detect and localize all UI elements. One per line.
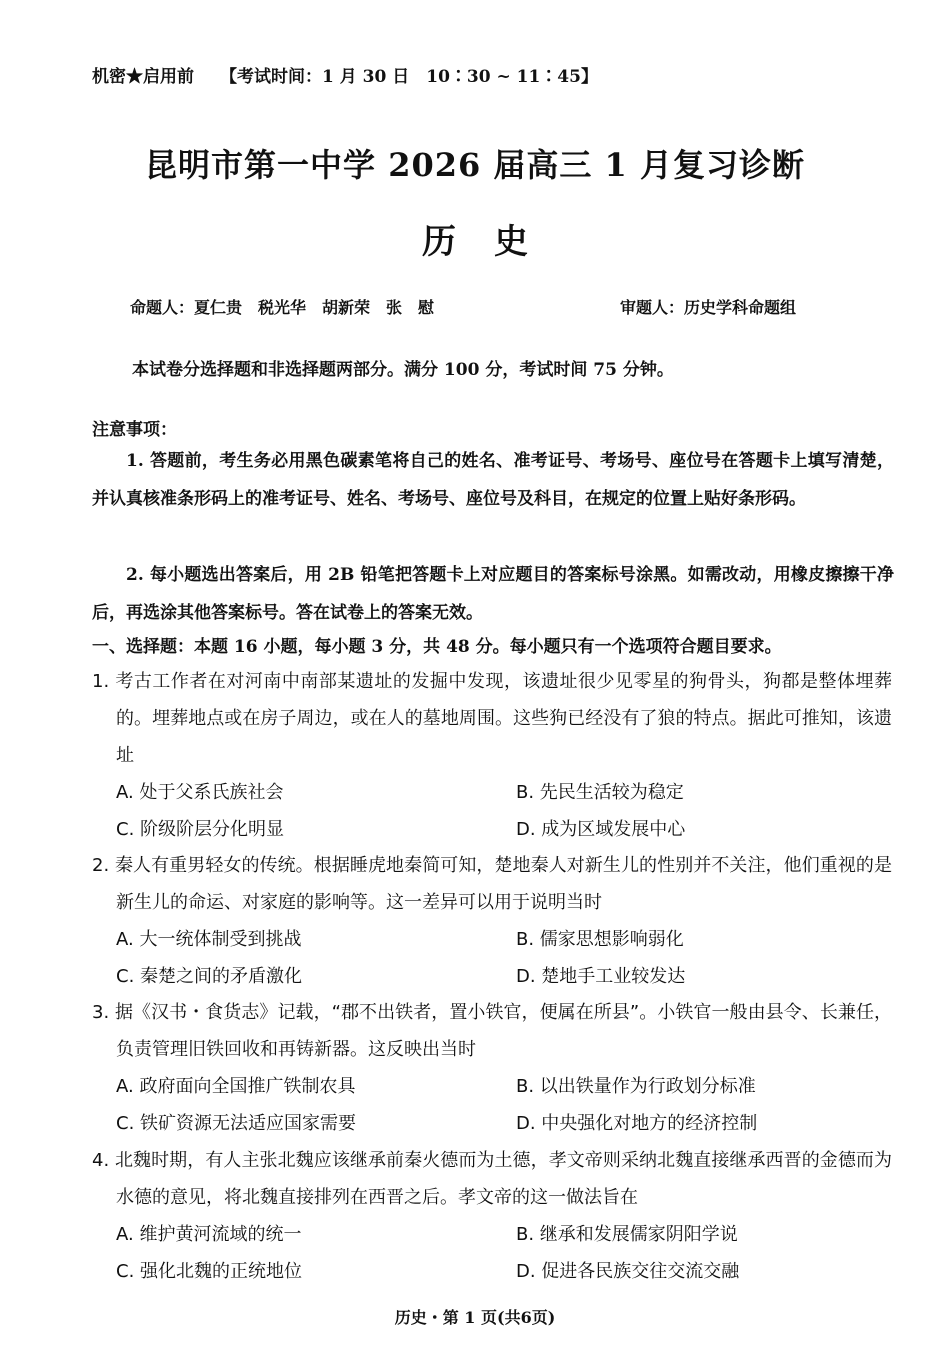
option-a: A. 政府面向全国推广铁制农具 (116, 1076, 356, 1097)
authors-line: 命题人：夏仁贵 税光华 胡新荣 张 慰 (130, 298, 435, 317)
exam-intro: 本试卷分选择题和非选择题两部分。满分 100 分，考试时间 75 分钟。 (132, 360, 674, 380)
question-stem: 1. 考古工作者在对河南中南部某遗址的发掘中发现，该遗址很少见零星的狗骨头，狗都是整体埋葬的。埋葬地点或在房子周边，或在人的墓地周围。这些狗已经没有了狼的特点。据此可推知，该遗址 (92, 671, 892, 766)
exam-title: 昆明市第一中学 2026 届高三 1 月复习诊断 (145, 146, 805, 184)
reviewer-line: 审题人：历史学科命题组 (620, 298, 797, 317)
question-stem: 3. 据《汉书・食货志》记载，“郡不出铁者，置小铁官，便属在所县”。小铁官一般由县令、长兼任，负责管理旧铁回收和再铸新器。这反映出当时 (92, 1002, 892, 1060)
question-2 (92, 847, 892, 995)
option-d: D. 促进各民族交往交流交融 (516, 1261, 740, 1282)
section-heading: 一、选择题：本题 16 小题，每小题 3 分，共 48 分。每小题只有一个选项符合题目要求。 (92, 637, 782, 657)
confidential-label: 机密★启用前 (92, 67, 194, 87)
option-c: C. 强化北魏的正统地位 (116, 1261, 303, 1282)
option-b: B. 继承和发展儒家阴阳学说 (516, 1224, 738, 1245)
note-item: 1. 答题前，考生务必用黑色碳素笔将自己的姓名、准考证号、考场号、座位号在答题卡上填写清楚，并认真核准条形码上的准考证号、姓名、考场号、座位号及科目，在规定的位置上贴好条形码。 (92, 451, 894, 509)
option-b: B. 先民生活较为稳定 (516, 782, 684, 803)
question-stem: 2. 秦人有重男轻女的传统。根据睡虎地秦简可知，楚地秦人对新生儿的性别并不关注，他们重视的是新生儿的命运、对家庭的影响等。这一差异可以用于说明当时 (92, 855, 892, 913)
notes-heading: 注意事项： (92, 420, 177, 440)
option-c: C. 铁矿资源无法适应国家需要 (116, 1113, 357, 1134)
option-d: D. 楚地手工业较发达 (516, 966, 686, 987)
note-item: 2. 每小题选出答案后，用 2B 铅笔把答题卡上对应题目的答案标号涂黑。如需改动，用橡皮擦擦干净后，再选涂其他答案标号。答在试卷上的答案无效。 (92, 565, 894, 623)
option-a: A. 维护黄河流域的统一 (116, 1224, 302, 1245)
option-b: B. 儒家思想影响弱化 (516, 929, 684, 950)
exam-header (92, 62, 598, 87)
option-grid (92, 921, 892, 995)
page-footer: 历史・第 1 页(共6页) (394, 1308, 556, 1327)
exam-time: 【考试时间：1 月 30 日 10∶30 ~ 11∶45】 (220, 67, 598, 87)
option-d: D. 成为区域发展中心 (516, 819, 686, 840)
question-1 (92, 663, 892, 848)
question-stem: 4. 北魏时期，有人主张北魏应该继承前秦火德而为土德，孝文帝则采纳北魏直接继承西晋的金德而为水德的意见，将北魏直接排列在西晋之后。孝文帝的这一做法旨在 (92, 1150, 892, 1208)
option-grid (92, 774, 892, 848)
option-grid (92, 1068, 892, 1142)
option-b: B. 以出铁量作为行政划分标准 (516, 1076, 756, 1097)
option-d: D. 中央强化对地方的经济控制 (516, 1113, 758, 1134)
option-c: C. 秦楚之间的矛盾激化 (116, 966, 303, 987)
subject-title: 历史 (422, 222, 566, 262)
option-a: A. 处于父系氏族社会 (116, 782, 284, 803)
question-4 (92, 1142, 892, 1290)
option-grid (92, 1216, 892, 1290)
option-c: C. 阶级阶层分化明显 (116, 819, 285, 840)
question-3 (92, 994, 892, 1142)
option-a: A. 大一统体制受到挑战 (116, 929, 302, 950)
